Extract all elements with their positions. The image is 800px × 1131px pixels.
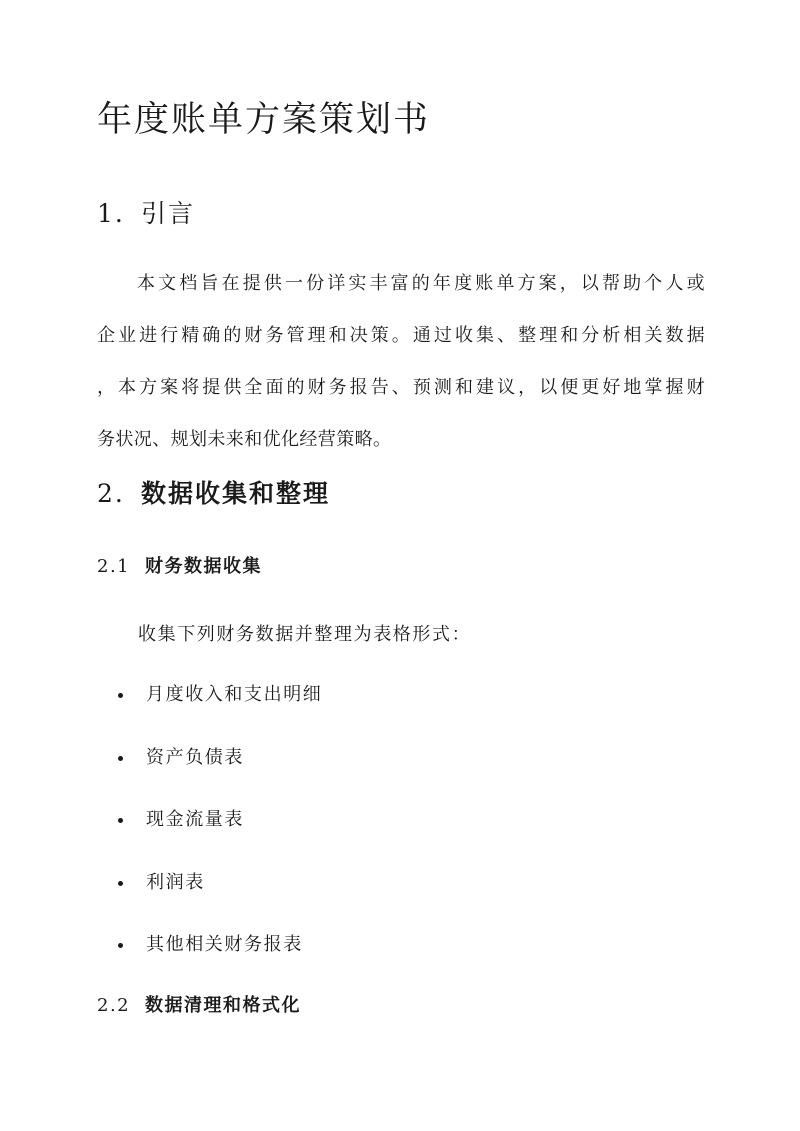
subsection-2-1-number: 2.1 [97, 556, 131, 577]
paragraph-line: ，本方案将提供全面的财务报告、预测和建议，以便更好地掌握财 [97, 377, 705, 398]
subsection-2-1-heading [97, 553, 262, 581]
section-2-title: 数据收集和整理 [141, 479, 331, 508]
section-1-number: 1. [97, 199, 125, 228]
section-1-paragraph [97, 266, 705, 474]
list-item-text: 利润表 [146, 872, 205, 893]
bullet-dot-icon [118, 818, 123, 823]
list-item-text: 月度收入和支出明细 [146, 684, 323, 705]
list-item-text: 资产负债表 [146, 747, 244, 768]
bullet-dot-icon [118, 881, 123, 886]
subsection-2-2-title: 数据清理和格式化 [145, 995, 301, 1016]
bullet-dot-icon [118, 693, 123, 698]
paragraph-line: 务状况、规划未来和优化经营策略。 [97, 429, 392, 450]
paragraph-line: 本文档旨在提供一份详实丰富的年度账单方案，以帮助个人或 [137, 273, 705, 294]
list-item-text: 现金流量表 [146, 809, 244, 830]
section-2-heading [97, 477, 330, 511]
section-1-title: 引言 [141, 199, 196, 228]
paragraph-line: 企业进行精确的财务管理和决策。通过收集、整理和分析相关数据 [97, 325, 705, 346]
section-2-number: 2. [97, 479, 125, 508]
subsection-2-1-intro: 收集下列财务数据并整理为表格形式： [138, 624, 472, 645]
list-item-text: 其他相关财务报表 [146, 934, 303, 955]
bullet-dot-icon [118, 943, 123, 948]
document-title: 年度账单方案策划书 [97, 100, 431, 140]
subsection-2-1-title: 财务数据收集 [145, 556, 262, 577]
subsection-2-2-heading [97, 992, 301, 1020]
section-1-heading [97, 197, 195, 231]
bullet-dot-icon [118, 756, 123, 761]
subsection-2-2-number: 2.2 [97, 995, 131, 1016]
